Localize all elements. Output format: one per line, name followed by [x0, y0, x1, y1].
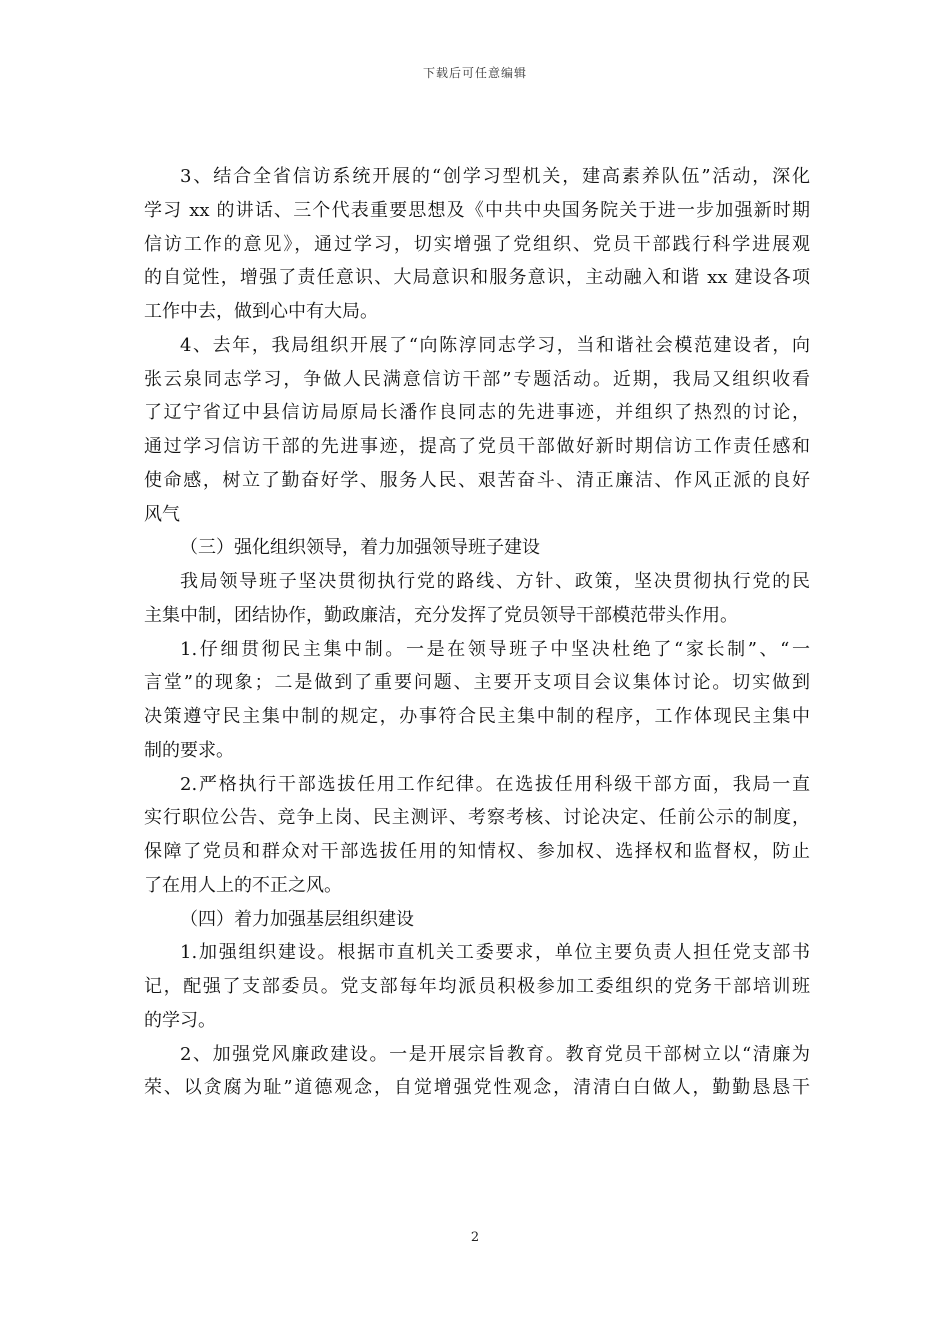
- text-line: 决策遵守民主集中制的规定，办事符合民主集中制的程序，工作体现民主集中: [144, 706, 810, 727]
- text-line: 了辽宁省辽中县信访局原局长潘作良同志的先进事迹，并组织了热烈的讨论，: [144, 402, 810, 424]
- text-line: 使命感，树立了勤奋好学、服务人民、艰苦奋斗、清正廉洁、作风正派的良好: [144, 469, 810, 491]
- text-line: 信访工作的意见》，通过学习，切实增强了党组织、党员干部践行科学进展观: [144, 233, 810, 255]
- text-line: 荣、以贪腐为耻”道德观念，自觉增强党性观念，清清白白做人，勤勤恳恳干: [144, 1077, 810, 1099]
- section-heading: [144, 903, 810, 937]
- text-line: 的自觉性，增强了责任意识、大局意识和服务意识，主动融入和谐 xx 建设各项: [144, 267, 810, 289]
- text-line: 制的要求。: [144, 739, 234, 761]
- text-line: 我局领导班子坚决贯彻执行党的路线、方针、政策，坚决贯彻执行党的民: [180, 571, 810, 592]
- text-line: 风气: [144, 503, 180, 525]
- text-line: 实行职位公告、竞争上岗、民主测评、考察考核、讨论决定、任前公示的制度，: [144, 807, 810, 829]
- text-line: 3、结合全省信访系统开展的“创学习型机关，建高素养队伍”活动，深化: [180, 166, 810, 187]
- paragraph: [144, 768, 810, 903]
- text-line: 主集中制，团结协作，勤政廉洁，充分发挥了党员领导干部模范带头作用。: [144, 604, 738, 626]
- text-line: 张云泉同志学习，争做人民满意信访干部”专题活动。近期，我局又组织收看: [144, 368, 810, 390]
- text-line: 言堂”的现象；二是做到了重要问题、主要开支项目会议集体讨论。切实做到: [144, 672, 810, 694]
- paragraph: [144, 936, 810, 1037]
- text-line: 学习 xx 的讲话、三个代表重要思想及《中共中央国务院关于进一步加强新时期: [144, 199, 810, 221]
- text-line: （四）着力加强基层组织建设: [180, 908, 414, 930]
- page-number: 2: [470, 1230, 480, 1245]
- text-line: 1.仔细贯彻民主集中制。一是在领导班子中坚决杜绝了“家长制”、“一: [180, 638, 810, 660]
- paragraph: [144, 329, 810, 532]
- text-line: 2、加强党风廉政建设。一是开展宗旨教育。教育党员干部树立以“清廉为: [180, 1043, 810, 1065]
- paragraph: [144, 160, 810, 329]
- document-body: [144, 160, 810, 1105]
- section-heading: [144, 531, 810, 565]
- text-line: 保障了党员和群众对干部选拔任用的知情权、参加权、选择权和监督权，防止: [144, 841, 810, 862]
- text-line: 通过学习信访干部的先进事迹，提高了党员干部做好新时期信访工作责任感和: [144, 436, 810, 457]
- text-line: 工作中去，做到心中有大局。: [144, 301, 378, 322]
- text-line: 2.严格执行干部选拔任用工作纪律。在选拔任用科级干部方面，我局一直: [180, 773, 810, 795]
- text-line: 4、去年，我局组织开展了“向陈淳同志学习，当和谐社会模范建设者，向: [180, 334, 810, 356]
- text-line: 了在用人上的不正之风。: [144, 874, 342, 896]
- page-header-note: 下载后可任意编辑: [422, 66, 527, 80]
- text-line: 记，配强了支部委员。党支部每年均派员积极参加工委组织的党务干部培训班: [144, 976, 810, 997]
- paragraph: [144, 1038, 810, 1106]
- text-line: 1.加强组织建设。根据市直机关工委要求，单位主要负责人担任党支部书: [180, 942, 810, 964]
- text-line: 的学习。: [144, 1009, 216, 1031]
- paragraph: [144, 633, 810, 768]
- text-line: （三）强化组织领导，着力加强领导班子建设: [180, 537, 540, 559]
- paragraph: [144, 565, 810, 633]
